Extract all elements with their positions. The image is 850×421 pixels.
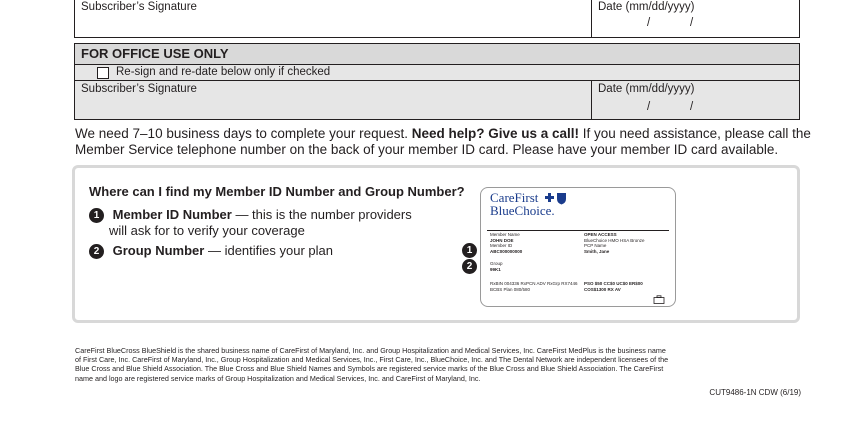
- member-name: JOHN DOE: [490, 237, 514, 243]
- legal-line: of First Care, Inc. CareFirst of Maryland, Inc., Group Hospitalization and Medical Services, Inc., First Care, Inc., BlueChoice, Inc. and The Dental Network are independent licensees of the: [75, 355, 669, 365]
- copay-line: COS$1300 RX AV: [584, 286, 621, 292]
- group-label: Group: [490, 261, 503, 266]
- item1-text-line2: will ask for to verify your coverage: [109, 223, 305, 238]
- sample-member-id-card: [480, 187, 676, 307]
- date-separator: /: [690, 17, 694, 29]
- info-item-2: [89, 243, 333, 259]
- card-marker-1: 1: [462, 243, 477, 258]
- rx-line: RxBIN 004336 RxPCN ADV RxGrp RX7446: [490, 281, 578, 286]
- help-notice-line1: [75, 126, 815, 142]
- item2-title: Group Number: [112, 243, 205, 258]
- resign-checkbox[interactable]: [97, 67, 109, 79]
- brand-bluechoice: BlueChoice.: [490, 203, 555, 218]
- date-separator: /: [647, 17, 651, 29]
- top-signature-row: [74, 0, 800, 38]
- office-date-field[interactable]: [592, 81, 799, 119]
- group-value: 99K1: [490, 266, 501, 272]
- info-heading: Where can I find my Member ID Number and Group Number?: [89, 184, 465, 199]
- form-code: CUT9486-1N CDW (6/19): [709, 388, 801, 397]
- brand-carefirst: CareFirst: [490, 190, 539, 205]
- rx-line: BCBS Plan 080/580: [490, 286, 531, 292]
- resign-row: [75, 65, 799, 81]
- office-signature-field[interactable]: [75, 81, 592, 119]
- legal-footer: [75, 346, 815, 383]
- card-plan-block: [584, 232, 645, 254]
- cross-shield-icon: [543, 192, 569, 205]
- legal-line: CareFirst BlueCross BlueShield is the shared business name of CareFirst of Maryland, Inc. and Group Hospitalization and Medical Services, Inc. CareFirst MedPlus is the business name: [75, 346, 666, 355]
- notice-text: We need 7–10 business days to complete your request.: [75, 126, 412, 141]
- suitcase-icon: [653, 295, 665, 304]
- signature-label: Subscriber’s Signature: [81, 83, 197, 95]
- pcp-label: PCP Name: [584, 243, 607, 248]
- item1-title: Member ID Number: [112, 207, 232, 222]
- card-divider: [487, 230, 669, 231]
- office-use-header: [75, 44, 799, 65]
- number-badge-1: 1: [89, 208, 104, 223]
- card-group-block: [490, 261, 503, 272]
- help-notice: [75, 126, 815, 158]
- date-label: Date (mm/dd/yyyy): [598, 1, 695, 13]
- card-rx-block: [490, 281, 578, 292]
- office-use-title: FOR OFFICE USE ONLY: [81, 46, 229, 61]
- date-separator: /: [647, 101, 651, 113]
- notice-text: If you need assistance, please call the: [579, 126, 811, 141]
- notice-bold: Need help? Give us a call!: [411, 126, 580, 141]
- top-signature-field[interactable]: [75, 0, 592, 37]
- member-id: ABC000000000: [490, 248, 523, 254]
- legal-line: Blue Cross and Blue Shield Association. The Blue Cross and Blue Shield Names and Symbols are registered service marks of the Blue Cross and Blue Shield Association. The CareFirst: [75, 364, 664, 374]
- number-badge-2: 2: [89, 244, 104, 259]
- date-separator: /: [690, 101, 694, 113]
- member-name-label: Member Name: [490, 232, 520, 237]
- info-item-1: [89, 207, 412, 223]
- id-card-info-box: [72, 165, 800, 323]
- pcp-name: Smith, Jane: [584, 248, 610, 254]
- card-marker-2: 2: [462, 259, 477, 274]
- item2-text: — identifies your plan: [204, 243, 333, 258]
- copay-line: PSO $50 CC$0 UC$0 ER$00: [584, 281, 643, 286]
- item1-text: — this is the number providers: [231, 207, 412, 222]
- legal-line: name and logo are registered service marks of Group Hospitalization and Medical Services, Inc. and CareFirst of Maryland, Inc.: [75, 373, 481, 383]
- office-use-section: [74, 43, 800, 120]
- date-label: Date (mm/dd/yyyy): [598, 83, 695, 95]
- card-copay-block: [584, 281, 643, 292]
- plan-header: OPEN ACCESS: [584, 232, 617, 237]
- top-date-field[interactable]: [592, 0, 800, 37]
- member-id-label: Member ID: [490, 243, 513, 248]
- plan-name: BlueChoice HMO HSA Bronze: [584, 237, 645, 243]
- card-member-block: [490, 232, 522, 254]
- resign-label: Re-sign and re-date below only if checked: [116, 66, 331, 78]
- help-notice-line2: Member Service telephone number on the back of your member ID card. Please have your member ID card available.: [75, 142, 779, 157]
- signature-label: Subscriber’s Signature: [81, 1, 197, 13]
